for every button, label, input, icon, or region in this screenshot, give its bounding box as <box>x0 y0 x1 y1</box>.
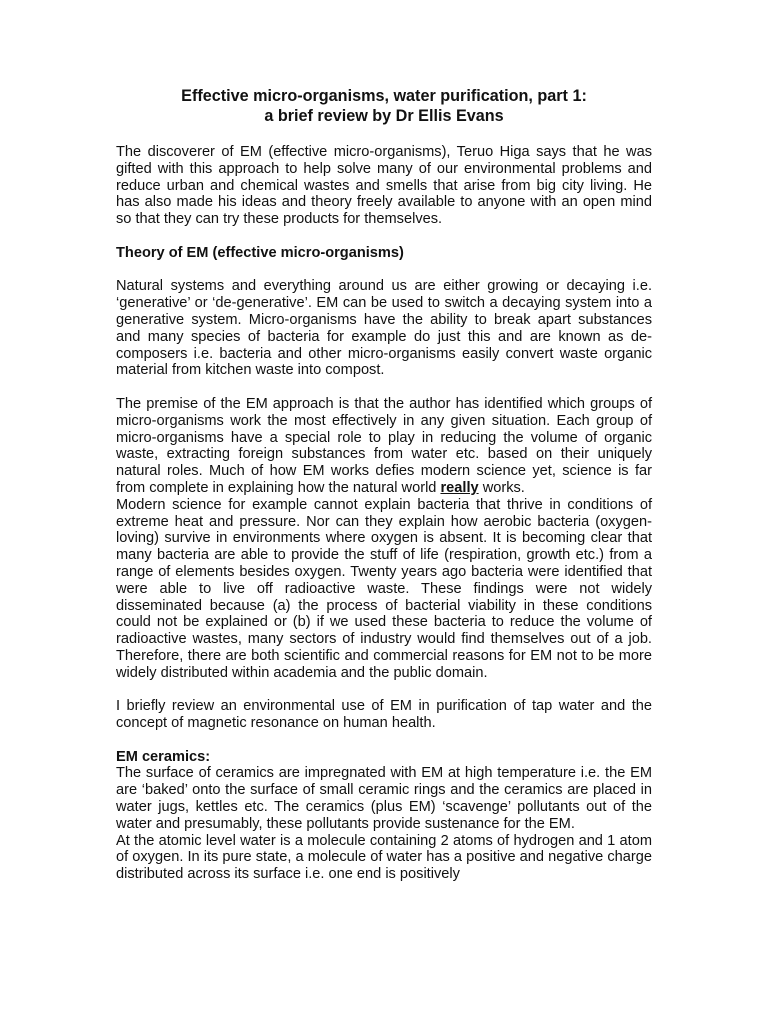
ceramics-paragraph: The surface of ceramics are impregnated with EM at high temperature i.e. the EM are ‘baked’ onto the surface of small ceramic rings and the ceramics are placed in water jugs, kettles etc. The ceramics (plus EM) ‘scavenge’ pollutants out of the water and presumably, these pollutants provide sustenance for the EM. <box>116 765 652 832</box>
modern-science-paragraph: Modern science for example cannot explain bacteria that thrive in conditions of extreme heat and pressure. Nor can they explain how aerobic bacteria (oxygen-loving) survive in environments where oxygen is absent. It is becoming clear that many bacteria are able to provide the stuff of life (respiration, growth etc.) from a range of elements besides oxygen. Twenty years ago bacteria were identified that were able to live off radioactive waste. These findings were not widely disseminated because (a) the process of bacterial viability in these conditions could not be explained or (b) if we used these bacteria to reduce the volume of radioactive wastes, many sectors of industry would find themselves out of a job. Therefore, there are both scientific and commercial reasons for EM not to be more widely distributed within academia and the public domain. <box>116 496 652 681</box>
ceramics-heading: EM ceramics: <box>116 748 211 765</box>
title-line-1: Effective micro-organisms, water purification, part 1: <box>181 87 587 105</box>
document-page <box>116 86 652 883</box>
intro-paragraph: The discoverer of EM (effective micro-organisms), Teruo Higa says that he was gifted with this approach to help solve many of our environmental problems and reduce urban and chemical wastes and smells that arise from big city living. He has also made his ideas and theory freely available to anyone with an open mind so that they can try these products for themselves. <box>116 144 652 228</box>
premise-emphasis: really <box>440 479 479 496</box>
premise-text-end: works. <box>482 479 525 496</box>
theory-heading: Theory of EM (effective micro-organisms) <box>116 244 404 261</box>
atomic-level-paragraph: At the atomic level water is a molecule containing 2 atoms of hydrogen and 1 atom of oxygen. In its pure state, a molecule of water has a positive and negative charge distributed across its surface i.e. one end is positively <box>116 832 652 883</box>
premise-paragraph <box>116 396 652 497</box>
title-line-2: a brief review by Dr Ellis Evans <box>264 107 504 125</box>
document-title <box>116 86 652 126</box>
review-paragraph: I briefly review an environmental use of EM in purification of tap water and the concept of magnetic resonance on human health. <box>116 698 652 732</box>
premise-text: The premise of the EM approach is that the author has identified which groups of micro-organisms work the most effectively in any given situation. Each group of micro-organisms have a special role to play in reducing the volume of organic waste, extracting foreign substances from water etc. based on their uniquely natural roles. Much of how EM works defies modern science yet, science is far from complete in explaining how the natural world <box>116 395 652 496</box>
theory-paragraph: Natural systems and everything around us are either growing or decaying i.e. ‘generative’ or ‘de-generative’. EM can be used to switch a decaying system into a generative system. Micro-organisms have the ability to break apart substances and many species of bacteria for example do just this and are known as de-composers i.e. bacteria and other micro-organisms easily convert waste organic material from kitchen waste into compost. <box>116 278 652 379</box>
